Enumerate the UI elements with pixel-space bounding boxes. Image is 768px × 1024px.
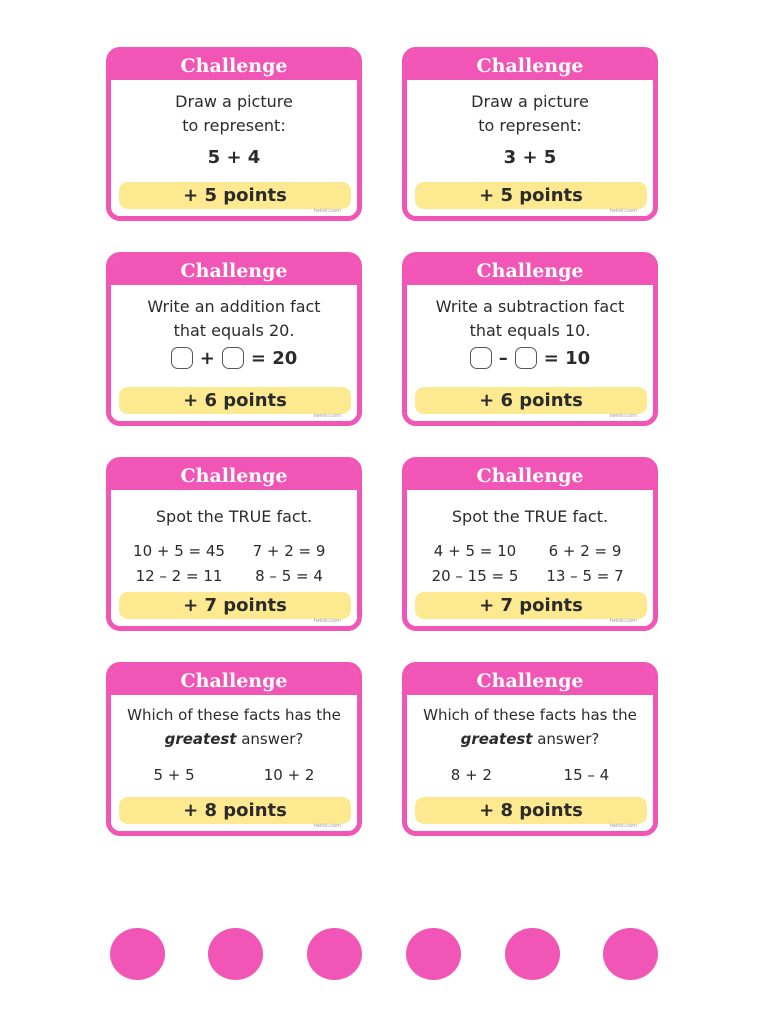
prompt-line-1: Draw a picture <box>175 92 293 111</box>
emphasis-word: greatest <box>460 730 533 748</box>
card-title: Challenge <box>407 257 653 285</box>
counter-dot <box>505 928 560 980</box>
prompt-line-1: Write a subtraction fact <box>435 297 625 316</box>
points-badge: + 5 points <box>119 182 351 209</box>
points-badge: + 6 points <box>119 387 351 414</box>
watermark: twinkl.com <box>609 208 637 214</box>
answer-blank-box <box>222 347 244 369</box>
challenge-card-7 <box>106 662 362 836</box>
prompt-line-1: Write an addition fact <box>147 297 321 316</box>
fact-option: 20 – 15 = 5 <box>431 567 519 585</box>
operator-sign: + <box>199 347 215 369</box>
watermark: twinkl.com <box>609 618 637 624</box>
prompt-line-1: Which of these facts has the <box>127 706 341 724</box>
watermark: twinkl.com <box>313 618 341 624</box>
watermark: twinkl.com <box>609 413 637 419</box>
answer-blank-box <box>171 347 193 369</box>
challenge-card-8 <box>402 662 658 836</box>
card-prompt <box>127 703 341 751</box>
fact-option: 6 + 2 = 9 <box>548 542 622 560</box>
prompt-rest: answer? <box>532 730 600 748</box>
card-body <box>407 495 653 590</box>
points-badge: + 7 points <box>415 592 647 619</box>
card-body <box>111 495 357 590</box>
watermark: twinkl.com <box>313 208 341 214</box>
card-title: Challenge <box>111 462 357 490</box>
card-title: Challenge <box>111 52 357 80</box>
card-prompt <box>436 295 625 343</box>
equals-target: = 10 <box>543 347 591 369</box>
card-prompt <box>175 90 293 138</box>
card-prompt <box>147 295 320 343</box>
challenge-card-6 <box>402 457 658 631</box>
points-badge: + 5 points <box>415 182 647 209</box>
watermark: twinkl.com <box>313 413 341 419</box>
fact-option: 12 – 2 = 11 <box>135 567 223 585</box>
prompt-line-2: that equals 10. <box>469 321 591 340</box>
watermark: twinkl.com <box>609 823 637 829</box>
counter-dot <box>603 928 658 980</box>
points-badge: + 8 points <box>119 797 351 824</box>
fact-option: 13 – 5 = 7 <box>546 567 624 585</box>
choice-row <box>415 766 645 784</box>
prompt-line-2 <box>127 727 341 751</box>
answer-blank-box <box>515 347 537 369</box>
prompt-line-2: to represent: <box>478 116 582 135</box>
fact-option: 8 – 5 = 4 <box>255 567 323 585</box>
fill-in-equation <box>470 347 590 369</box>
fact-option: 7 + 2 = 9 <box>252 542 326 560</box>
counter-dot <box>110 928 165 980</box>
challenge-card-2 <box>402 47 658 221</box>
card-body <box>111 700 357 795</box>
choice-option: 5 + 5 <box>153 766 195 784</box>
prompt-rest: answer? <box>236 730 304 748</box>
counter-dot <box>406 928 461 980</box>
card-title: Challenge <box>407 462 653 490</box>
counter-dot <box>307 928 362 980</box>
challenge-card-4 <box>402 252 658 426</box>
prompt-line-2 <box>423 727 637 751</box>
facts-grid <box>420 542 640 585</box>
card-body <box>407 290 653 385</box>
points-badge: + 8 points <box>415 797 647 824</box>
emphasis-word: greatest <box>164 730 237 748</box>
answer-blank-box <box>470 347 492 369</box>
prompt-line-1: Which of these facts has the <box>423 706 637 724</box>
points-badge: + 6 points <box>415 387 647 414</box>
fill-in-equation <box>171 347 298 369</box>
card-title: Challenge <box>111 667 357 695</box>
prompt-line-1: Draw a picture <box>471 92 589 111</box>
card-expression: 3 + 5 <box>503 147 557 168</box>
facts-grid <box>124 542 344 585</box>
card-prompt <box>471 90 589 138</box>
challenge-card-5 <box>106 457 362 631</box>
equals-target: = 20 <box>250 347 298 369</box>
card-prompt: Spot the TRUE fact. <box>451 507 609 526</box>
choice-option: 15 – 4 <box>563 766 610 784</box>
challenge-card-1 <box>106 47 362 221</box>
prompt-line-2: to represent: <box>182 116 286 135</box>
card-body <box>407 85 653 180</box>
points-badge: + 7 points <box>119 592 351 619</box>
card-body <box>407 700 653 795</box>
card-body <box>111 290 357 385</box>
card-title: Challenge <box>407 52 653 80</box>
choice-option: 8 + 2 <box>450 766 492 784</box>
card-title: Challenge <box>407 667 653 695</box>
card-prompt: Spot the TRUE fact. <box>155 507 313 526</box>
fact-option: 10 + 5 = 45 <box>133 542 225 560</box>
challenge-card-3 <box>106 252 362 426</box>
choice-option: 10 + 2 <box>263 766 315 784</box>
card-prompt <box>423 703 637 751</box>
choice-row <box>119 766 349 784</box>
prompt-line-2: that equals 20. <box>173 321 295 340</box>
operator-sign: – <box>498 347 508 369</box>
card-body <box>111 85 357 180</box>
counter-dot <box>208 928 263 980</box>
fact-option: 4 + 5 = 10 <box>433 542 517 560</box>
watermark: twinkl.com <box>313 823 341 829</box>
card-title: Challenge <box>111 257 357 285</box>
card-expression: 5 + 4 <box>207 147 261 168</box>
